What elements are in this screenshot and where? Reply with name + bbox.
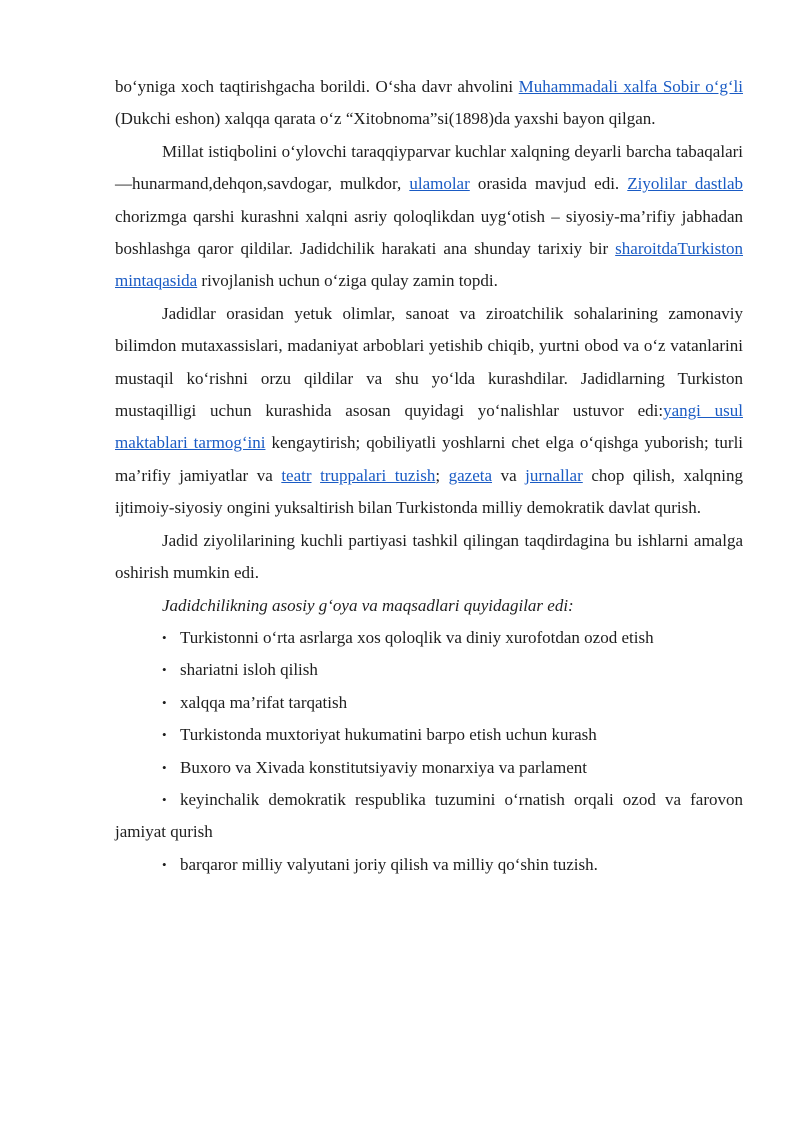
paragraph-4: Jadid ziyolilarining kuchli partiyasi tashkil qilingan taqdirdagina bu ishlarni amalga oshirish mumkin edi.: [115, 530, 743, 583]
list-item: • shariatni isloh qilish: [115, 654, 743, 686]
list-item: • Buxoro va Xivada konstitutsiyaviy monarxiya va parlament: [115, 752, 743, 784]
list-item: • barqaror milliy valyutani joriy qilish va milliy qo‘shin tuzish.: [115, 849, 743, 881]
link-muhammadali-xalfa-sobir[interactable]: Muhammadali xalfa Sobir o‘g‘li: [518, 77, 743, 96]
bullet-icon: •: [162, 759, 167, 775]
list-heading: Jadidchilikning asosiy g‘oya va maqsadlari quyidagilar edi:: [162, 595, 574, 615]
goals-list: [115, 622, 743, 881]
link-ulamolar[interactable]: ulamolar: [409, 174, 470, 194]
list-item: • keyinchalik demokratik respublika tuzumini o‘rnatish orqali ozod va farovon jamiyat qurish: [115, 784, 743, 849]
list-item: • xalqqa ma’rifat tarqatish: [115, 687, 743, 719]
link-ziyolilar-dastlab[interactable]: Ziyolilar dastlab: [627, 174, 744, 194]
paragraph-3: Jadidlar orasidan yetuk olimlar, sanoat va ziroatchilik sohalarining zamonaviy bilimdon mutaxassislari, madaniyat arboblari yetishib chiqib, yurtni obod va o‘z vatanlarini mustaqil ko‘rishni orzu qildilar va shu yo‘lda kurashdilar. Jadidlarning Turkiston mustaqilligi uchun kurashida asosan quyidagi yo‘nalishlar ustuvor edi:yangi usul maktablari tarmog‘ini kengaytirish; qobiliyatli yoshlarni chet elga o‘qishga yuborish; turli ma’rifiy jamiyatlar va teatr truppalari tuzish; gazeta va jurnallar chop qilish, xalqning ijtimoiy-siyosiy ongini yuksaltirish bilan Turkistonda milliy demokratik davlat qurish.: [115, 303, 744, 518]
bullet-icon: •: [162, 727, 167, 743]
bullet-icon: •: [162, 662, 167, 678]
link-teatr[interactable]: teatr: [281, 465, 312, 485]
bullet-icon: •: [162, 791, 167, 807]
paragraph-1: bo‘yniga xoch taqtirishgacha borildi. O‘sha davr ahvolini Muhammadali xalfa Sobir o‘g‘li (Dukchi eshon) xalqqa qarata o‘z “Xitobnoma”si(1898)da yaxshi bayon qilgan.: [115, 77, 743, 129]
link-yangi-usul-maktablari[interactable]: yangi usul maktablari tarmog‘ini: [115, 401, 743, 453]
bullet-icon: •: [162, 629, 167, 645]
list-item: • Turkistonda muxtoriyat hukumatini barpo etish uchun kurash: [115, 719, 743, 751]
document-page: [115, 71, 743, 881]
bullet-icon: •: [162, 694, 167, 710]
link-jurnallar[interactable]: jurnallar: [525, 465, 583, 485]
link-gazeta[interactable]: gazeta: [448, 465, 493, 485]
link-truppalari-tuzish[interactable]: truppalari tuzish: [320, 465, 436, 485]
list-item: • Turkistonni o‘rta asrlarga xos qoloqlik va diniy xurofotdan ozod etish: [115, 622, 743, 654]
link-turkiston-mintaqasida[interactable]: sharoitdaTurkiston mintaqasida: [115, 239, 743, 291]
bullet-icon: •: [162, 856, 167, 872]
paragraph-2: Millat istiqbolini o‘ylovchi taraqqiyparvar kuchlar xalqning deyarli barcha tabaqalari—hunarmand,dehqon,savdogar, mulkdor, ulamolar orasida mavjud edi. Ziyolilar dastlab chorizmga qarshi kurashni xalqni asriy qoloqlikdan uyg‘otish – siyosiy-ma’rifiy jabhadan boshlashga qaror qildilar. Jadidchilik harakati ana shunday tarixiy bir sharoitdaTurkiston mintaqasida rivojlanish uchun o‘ziga qulay zamin topdi.: [115, 141, 744, 291]
